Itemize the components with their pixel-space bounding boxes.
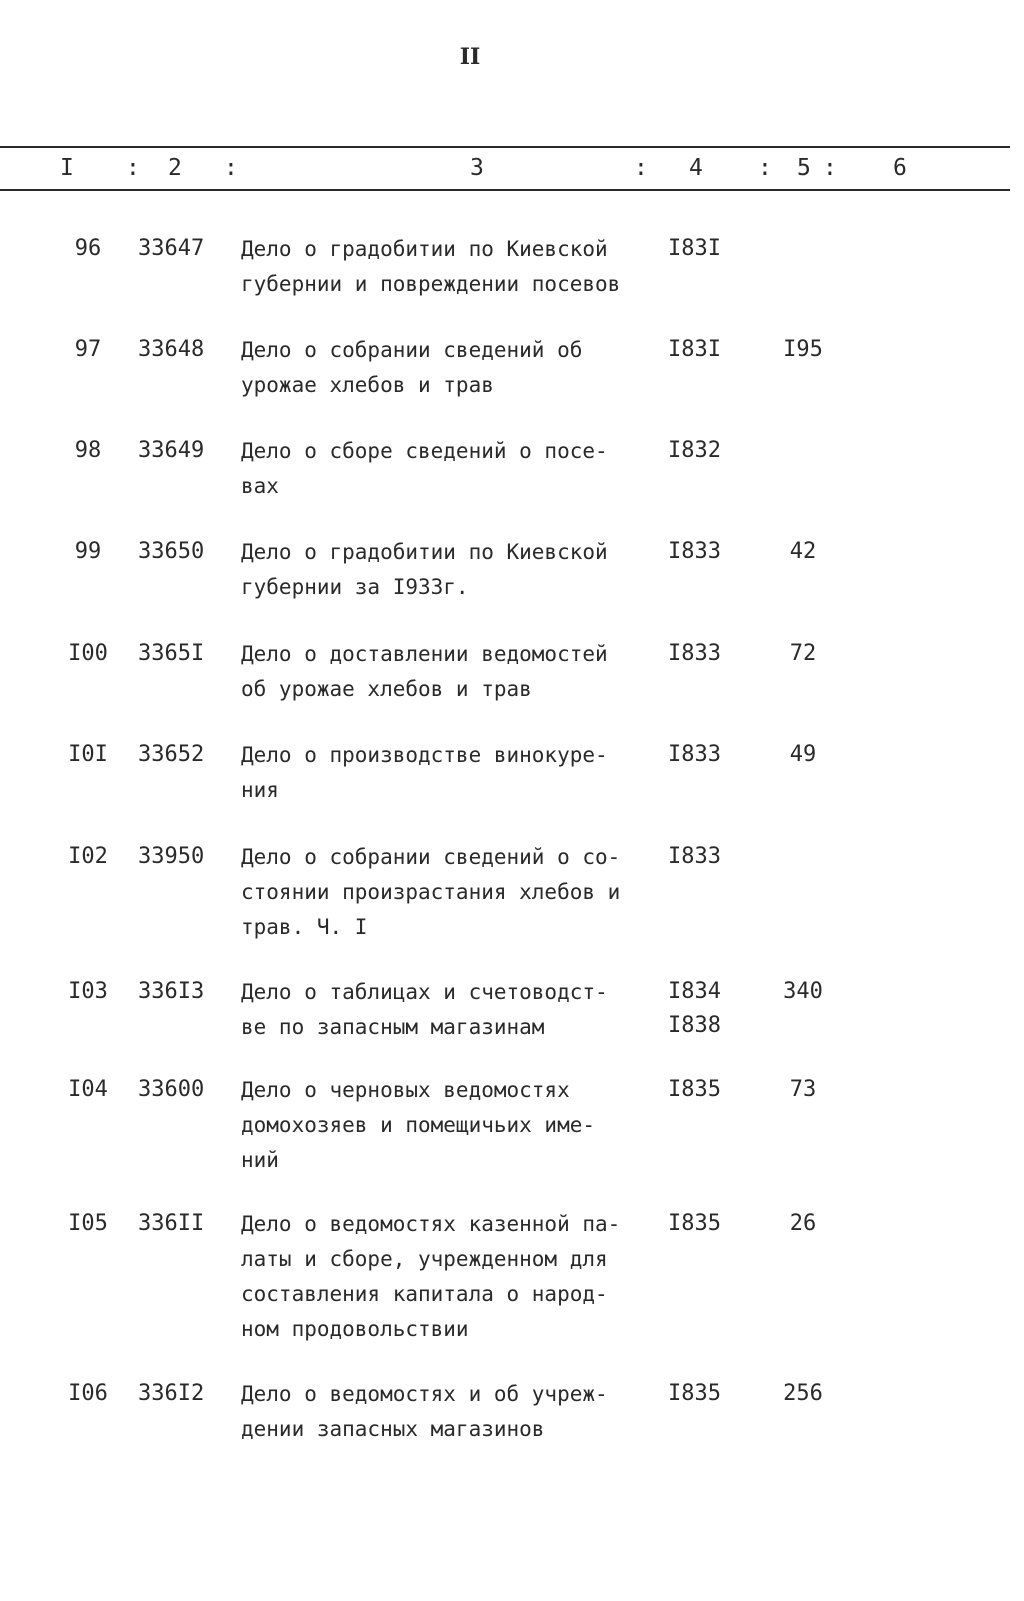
file-title: Дело о собрании сведений об урожае хлебов и трав xyxy=(241,338,583,397)
header-col-1: I xyxy=(60,155,74,181)
sheet-count: 49 xyxy=(789,742,817,767)
file-title: Дело о черновых ведомостях домохозяев и помещичьих име- ний xyxy=(241,1078,596,1172)
header-top-rule xyxy=(0,146,1010,148)
item-number: 96 xyxy=(74,236,102,261)
file-year: I833 xyxy=(668,742,721,767)
file-year: I835 xyxy=(668,1211,721,1236)
header-separator: : xyxy=(823,155,837,181)
header-col-4: 4 xyxy=(689,155,703,181)
item-number: 99 xyxy=(74,539,102,564)
header-bottom-rule xyxy=(0,189,1010,191)
header-separator: : xyxy=(758,155,772,181)
sheet-count: I95 xyxy=(783,337,823,362)
sheet-count: 73 xyxy=(789,1077,817,1102)
file-year: I832 xyxy=(668,438,721,463)
file-title: Дело о ведомостях и об учреж- дении запасных магазинов xyxy=(241,1382,608,1441)
file-code: 336II xyxy=(138,1211,205,1236)
file-title: Дело о производстве винокуре- ния xyxy=(241,743,608,802)
file-code: 336I2 xyxy=(138,1381,205,1406)
file-year: I83I xyxy=(668,236,721,261)
file-title: Дело о градобитии по Киевской губернии и повреждении посевов xyxy=(241,237,621,296)
file-year: I835 xyxy=(668,1077,721,1102)
file-code: 33652 xyxy=(138,742,205,767)
item-number: I06 xyxy=(68,1381,108,1406)
item-number: 97 xyxy=(74,337,102,362)
file-year: I835 xyxy=(668,1381,721,1406)
file-title: Дело о сборе сведений о посе- вах xyxy=(241,439,608,498)
file-year: I83I xyxy=(668,337,721,362)
header-col-5: 5 xyxy=(797,155,811,181)
file-code: 33648 xyxy=(138,337,205,362)
sheet-count: 26 xyxy=(789,1211,817,1236)
header-separator: : xyxy=(126,155,140,181)
file-title: Дело о таблицах и счетоводст- ве по запасным магазинам xyxy=(241,980,608,1039)
file-code: 33650 xyxy=(138,539,205,564)
file-title: Дело о ведомостях казенной па- латы и сборе, учрежденном для составления капитала о народ- ном продовольствии xyxy=(241,1212,621,1341)
file-code: 33600 xyxy=(138,1077,205,1102)
sheet-count: 72 xyxy=(789,641,817,666)
file-year: I834 I838 xyxy=(668,979,721,1038)
sheet-count: 42 xyxy=(789,539,817,564)
sheet-count: 256 xyxy=(783,1381,823,1406)
header-col-2: 2 xyxy=(168,155,182,181)
page-number: II xyxy=(459,44,481,70)
file-year: I833 xyxy=(668,539,721,564)
header-col-3: 3 xyxy=(470,155,484,181)
file-code: 33649 xyxy=(138,438,205,463)
item-number: I04 xyxy=(68,1077,108,1102)
sheet-count: 340 xyxy=(783,979,823,1004)
file-year: I833 xyxy=(668,641,721,666)
item-number: I00 xyxy=(68,641,108,666)
item-number: I03 xyxy=(68,979,108,1004)
header-separator: : xyxy=(634,155,648,181)
header-col-6: 6 xyxy=(893,155,907,181)
item-number: I02 xyxy=(68,844,108,869)
file-code: 33647 xyxy=(138,236,205,261)
file-title: Дело о собрании сведений о со- стоянии произрастания хлебов и трав. Ч. I xyxy=(241,845,621,939)
item-number: I05 xyxy=(68,1211,108,1236)
file-year: I833 xyxy=(668,844,721,869)
item-number: 98 xyxy=(74,438,102,463)
file-title: Дело о доставлении ведомостей об урожае хлебов и трав xyxy=(241,642,608,701)
item-number: I0I xyxy=(68,742,108,767)
file-code: 336I3 xyxy=(138,979,205,1004)
file-title: Дело о градобитии по Киевской губернии за I933г. xyxy=(241,540,608,599)
header-separator: : xyxy=(224,155,238,181)
file-code: 3365I xyxy=(138,641,205,666)
file-code: 33950 xyxy=(138,844,205,869)
